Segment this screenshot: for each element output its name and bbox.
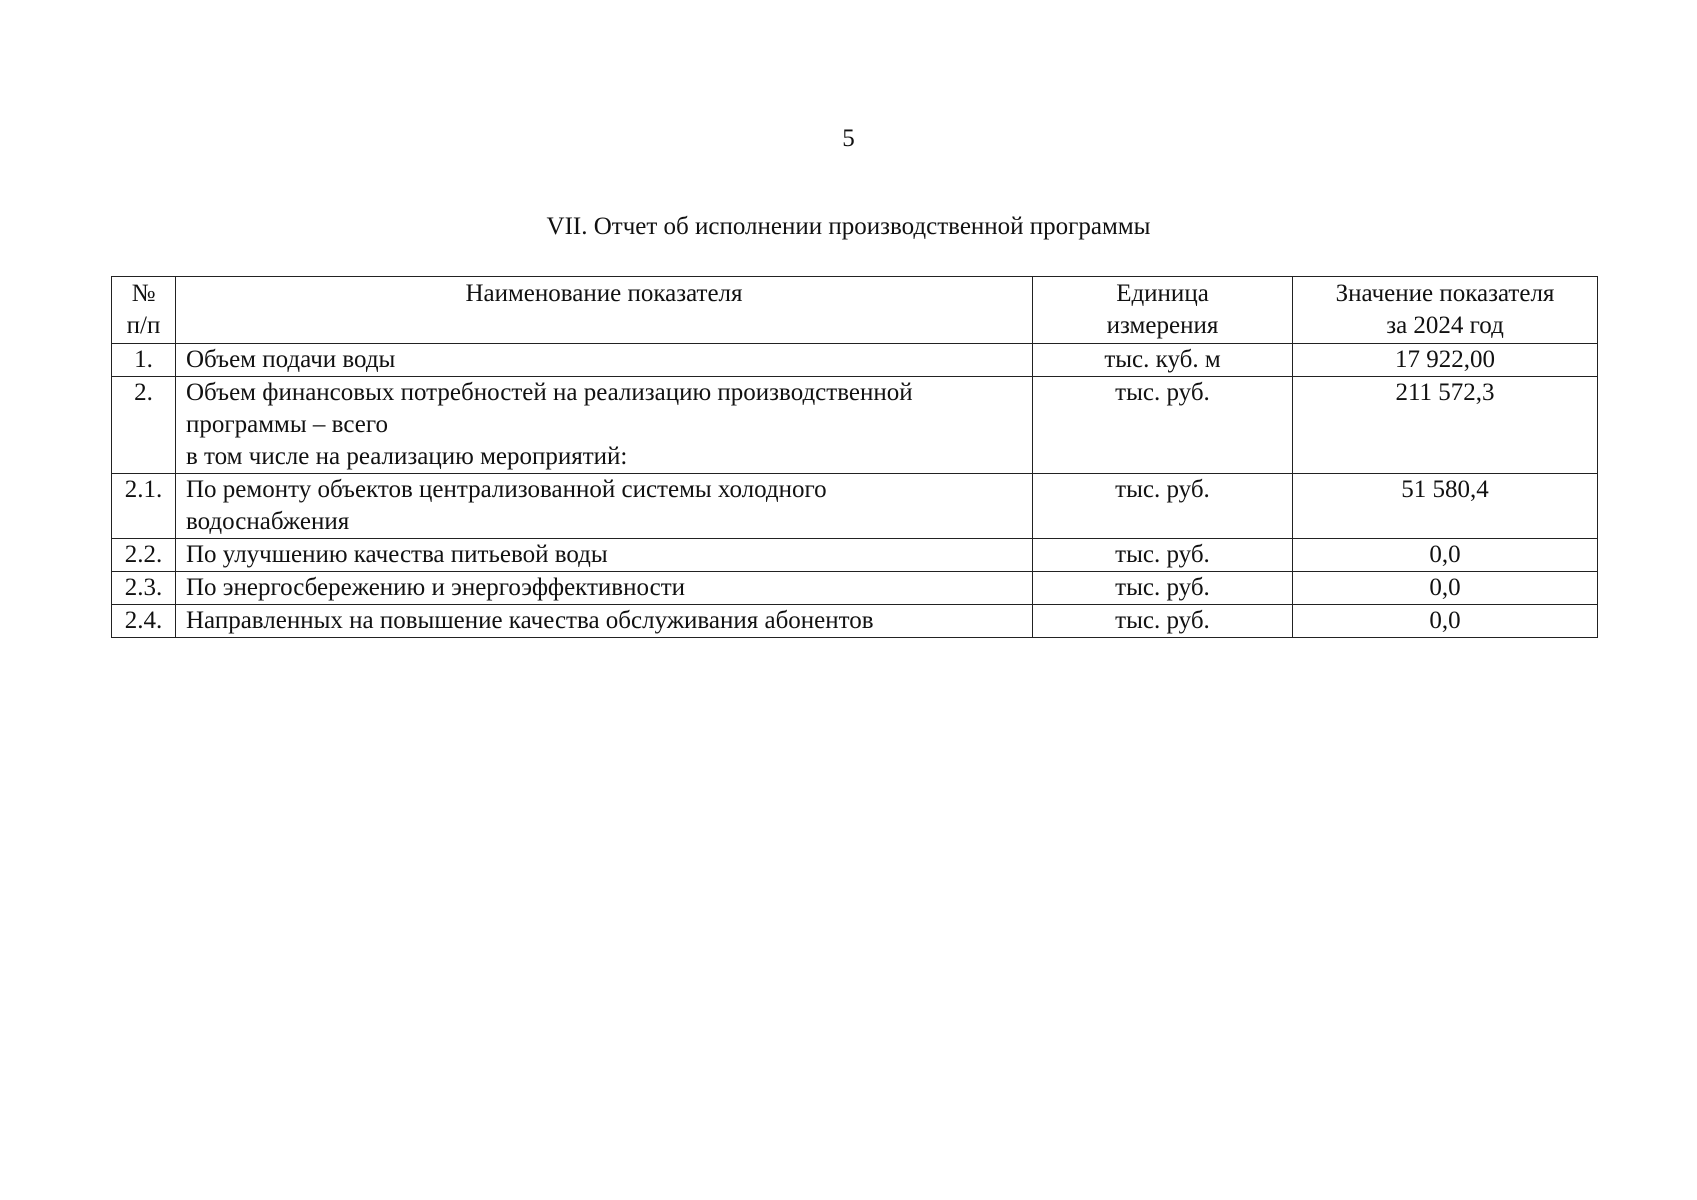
header-value bbox=[1293, 277, 1598, 344]
row-number: 1. bbox=[112, 344, 176, 377]
row-indicator-name bbox=[176, 605, 1033, 638]
table-row bbox=[112, 344, 1598, 377]
row-indicator-name bbox=[176, 344, 1033, 377]
header-value-line: за 2024 год bbox=[1386, 312, 1504, 339]
table-row bbox=[112, 377, 1598, 474]
header-number bbox=[112, 277, 176, 344]
row-name-line: По энергосбережению и энергоэффективности bbox=[186, 574, 685, 601]
row-name-line: программы – всего bbox=[186, 411, 388, 438]
row-value: 51 580,4 bbox=[1293, 474, 1598, 539]
row-indicator-name bbox=[176, 539, 1033, 572]
header-unit-line: измерения bbox=[1106, 312, 1219, 339]
page-number: 5 bbox=[842, 125, 855, 152]
row-number: 2.2. bbox=[112, 539, 176, 572]
header-unit bbox=[1033, 277, 1293, 344]
row-name-line: в том числе на реализацию мероприятий: bbox=[186, 443, 628, 470]
header-number-line: п/п bbox=[126, 312, 161, 339]
table-row bbox=[112, 474, 1598, 539]
row-indicator-name bbox=[176, 572, 1033, 605]
row-name-line: По улучшению качества питьевой воды bbox=[186, 541, 608, 568]
header-number-line: № bbox=[131, 280, 156, 307]
table-row bbox=[112, 572, 1598, 605]
row-unit: тыс. руб. bbox=[1033, 474, 1293, 539]
table-row bbox=[112, 605, 1598, 638]
header-unit-line: Единица bbox=[1116, 280, 1209, 307]
row-value: 0,0 bbox=[1293, 605, 1598, 638]
row-unit: тыс. руб. bbox=[1033, 605, 1293, 638]
row-value: 211 572,3 bbox=[1293, 377, 1598, 474]
row-unit: тыс. руб. bbox=[1033, 539, 1293, 572]
row-number: 2.3. bbox=[112, 572, 176, 605]
row-value: 0,0 bbox=[1293, 572, 1598, 605]
row-number: 2.4. bbox=[112, 605, 176, 638]
header-indicator-name bbox=[176, 277, 1033, 344]
row-value: 17 922,00 bbox=[1293, 344, 1598, 377]
row-name-line: Объем финансовых потребностей на реализацию производственной bbox=[186, 379, 913, 406]
row-indicator-name bbox=[176, 377, 1033, 474]
row-number: 2.1. bbox=[112, 474, 176, 539]
row-unit: тыс. куб. м bbox=[1033, 344, 1293, 377]
row-name-line: По ремонту объектов централизованной системы холодного bbox=[186, 476, 827, 503]
table-row bbox=[112, 539, 1598, 572]
row-indicator-name bbox=[176, 474, 1033, 539]
row-number: 2. bbox=[112, 377, 176, 474]
row-unit: тыс. руб. bbox=[1033, 572, 1293, 605]
table-header-row bbox=[112, 277, 1598, 344]
row-unit: тыс. руб. bbox=[1033, 377, 1293, 474]
header-value-line: Значение показателя bbox=[1335, 280, 1555, 307]
production-program-report-table bbox=[111, 276, 1598, 638]
row-name-line: Объем подачи воды bbox=[186, 346, 396, 373]
row-name-line: водоснабжения bbox=[186, 508, 350, 535]
row-name-line: Направленных на повышение качества обслуживания абонентов bbox=[186, 607, 874, 634]
row-value: 0,0 bbox=[1293, 539, 1598, 572]
header-indicator-name-text: Наименование показателя bbox=[465, 280, 743, 307]
section-title: VII. Отчет об исполнении производственной программы bbox=[546, 213, 1151, 240]
